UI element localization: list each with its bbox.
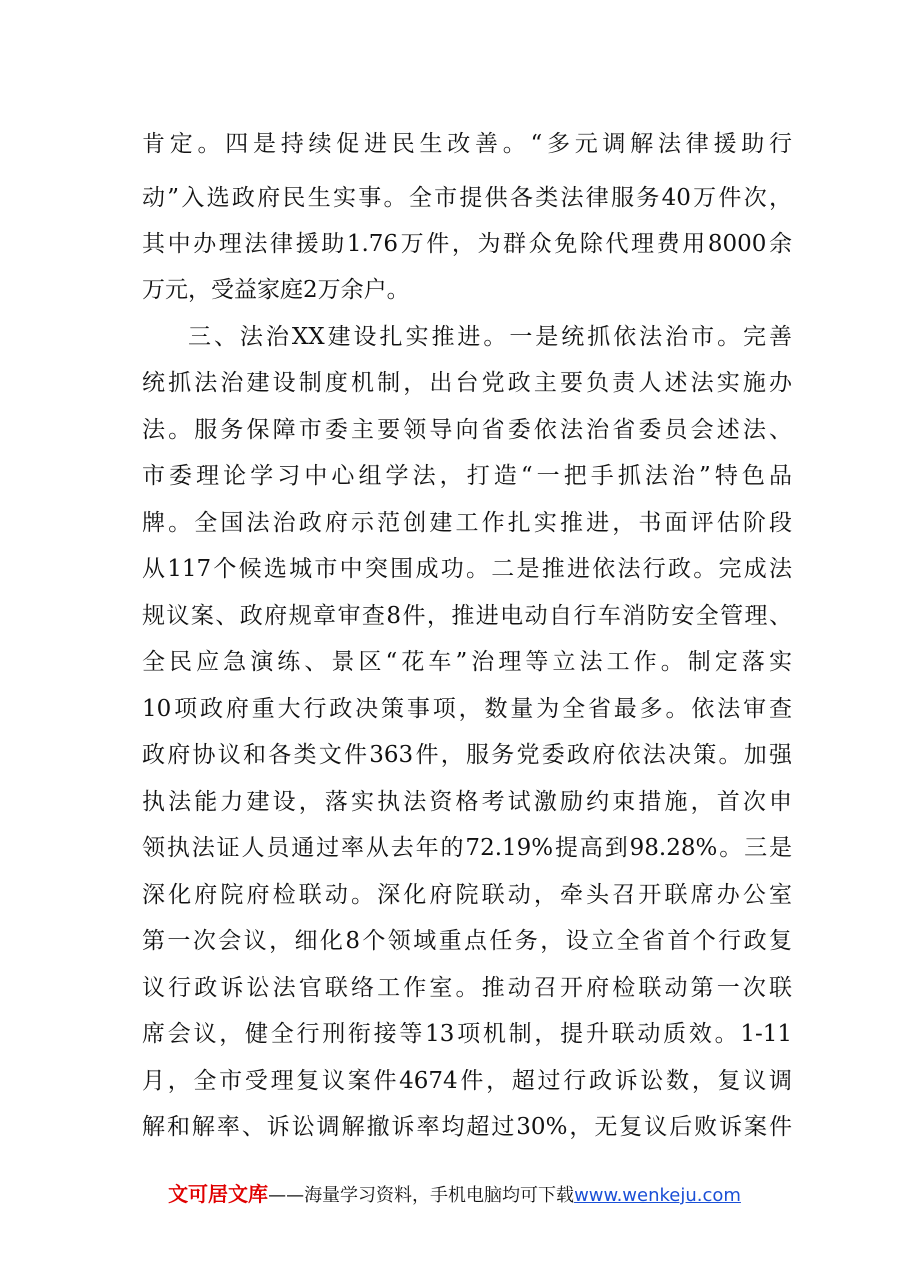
footer-site-link[interactable]: www.wenkeju.com [574,1185,741,1206]
text-line: 其中办理法律援助1.76万件，为群众免除代理费用8000余 [142,231,792,257]
text-line: 肯定。四是持续促进民生改善。“多元调解法律援助行 [142,131,792,157]
text-line: 市委理论学习中心组学法，打造“一把手抓法治”特色品 [142,463,792,489]
text-line: 全民应急演练、景区“花车”治理等立法工作。制定落实 [142,649,792,675]
text-line: 10项政府重大行政决策事项，数量为全省最多。依法审查 [142,696,792,722]
footer-tagline: ——海量学习资料，手机电脑均可下载 [268,1185,575,1206]
text-line: 第一次会议，细化8个领域重点任务，设立全省首个行政复 [142,928,792,954]
text-line: 牌。全国法治政府示范创建工作扎实推进，书面评估阶段 [142,510,792,536]
text-line: 月，全市受理复议案件4674件，超过行政诉讼数，复议调 [142,1068,792,1094]
paragraph-first-line: 三、法治XX建设扎实推进。一是统抓依法治市。完善 [188,324,792,350]
text-line: 领执法证人员通过率从去年的72.19%提高到98.28%。三是 [142,835,792,861]
page-footer [0,1180,909,1210]
footer-brand: 文可居文库 [168,1182,269,1206]
text-line: 执法能力建设，落实执法资格考试激励约束措施，首次申 [142,789,792,815]
text-line: 从117个候选城市中突围成功。二是推进依法行政。完成法 [142,556,792,582]
text-line: 政府协议和各类文件363件，服务党委政府依法决策。加强 [142,742,792,768]
text-line: 议行政诉讼法官联络工作室。推动召开府检联动第一次联 [142,975,792,1001]
text-line: 深化府院府检联动。深化府院联动，牵头召开联席办公室 [142,882,792,908]
text-line: 解和解率、诉讼调解撤诉率均超过30%，无复议后败诉案件 [142,1114,792,1140]
text-line: 万元，受益家庭2万余户。 [142,277,410,303]
text-line: 统抓法治建设制度机制，出台党政主要负责人述法实施办 [142,370,792,396]
text-line: 规议案、政府规章审查8件，推进电动自行车消防安全管理、 [142,603,792,629]
text-line: 法。服务保障市委主要领导向省委依法治省委员会述法、 [142,417,792,443]
text-line: 动”入选政府民生实事。全市提供各类法律服务40万件次， [142,185,792,211]
text-line: 席会议，健全行刑衔接等13项机制，提升联动质效。1-11 [142,1021,792,1047]
